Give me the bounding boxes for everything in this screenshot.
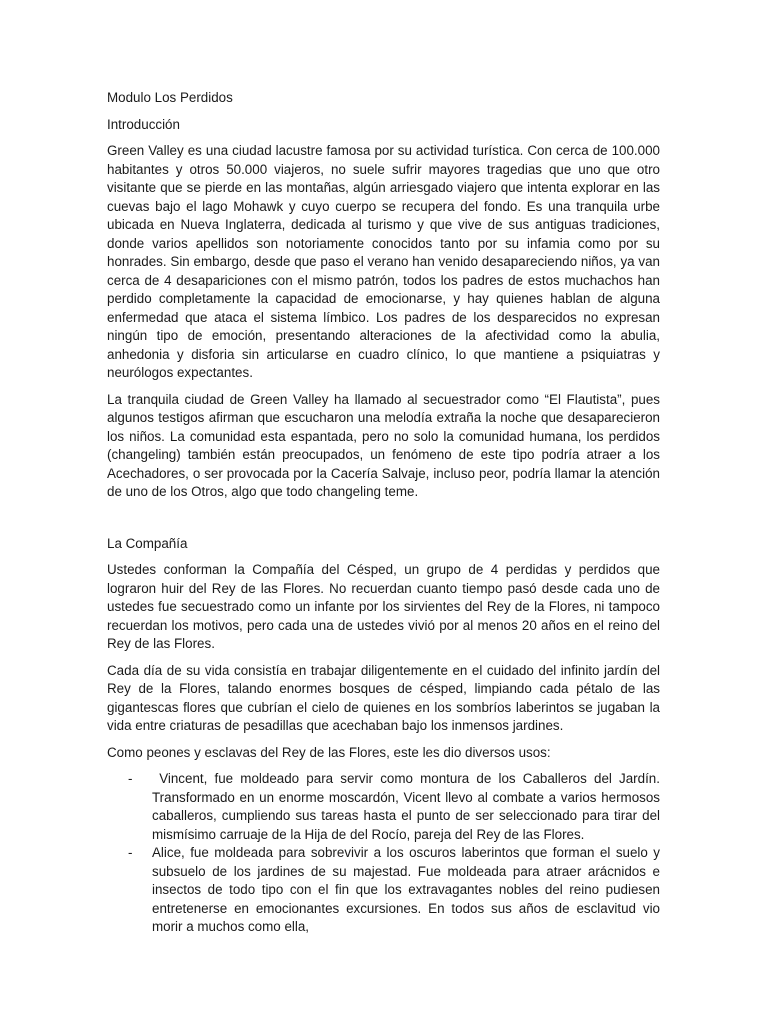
list-item-alice — [107, 844, 660, 937]
intro-paragraph-2: La tranquila ciudad de Green Valley ha llamado al secuestrador como “El Flautista”, pues algunos testigos afirman que escucharon una melodía extraña la noche que desaparecieron los niños. La comunidad esta espantada, pero no solo la comunidad humana, los perdidos (changeling) también están preocupados, un fenómeno de este tipo podría atraer a los Acechadores, o ser provocada por la Cacería Salvaje, incluso peor, podría llamar la atención de uno de los Otros, algo que todo changeling teme. — [107, 391, 660, 499]
document-title: Modulo Los Perdidos — [107, 90, 233, 105]
bullet-dash: - — [128, 771, 133, 786]
list-item-vincent — [107, 770, 664, 844]
company-heading: La Compañía — [107, 535, 188, 551]
list-item-text: Vincent, fue moldeado para servir como montura de los Caballeros del Jardín. Transformado en un enorme moscardón, Vicent llevo al combate a varios hermosos caballeros, cumpliendo sus tareas hasta el punto de ser seleccionado para tirar del mismísimo carruaje de la Hija de del Rocío, pareja del Rey de las Flores. — [152, 771, 664, 842]
section-spacer — [107, 510, 660, 535]
company-paragraph-2: Cada día de su vida consistía en trabajar diligentemente en el cuidado del infinito jardín del Rey de la Flores, talando enormes bosques de césped, limpiando cada pétalo de las gigantescas flores que cubrían el cielo de quienes en los sombríos laberintos se jugaban la vida entre criaturas de pesadillas que acechaban bajo los inmensos jardines. — [107, 662, 660, 733]
company-paragraph-1: Ustedes conforman la Compañía del Césped, un grupo de 4 perdidas y perdidos que lograron huir del Rey de las Flores. No recuerdan cuanto tiempo pasó desde cada uno de ustedes fue secuestrado como un infante por los sirvientes del Rey de la Flores, ni tampoco recuerdan los motivos, pero cada una de ustedes vivió por al menos 20 años en el reino del Rey de las Flores. — [107, 562, 660, 651]
bullet-dash: - — [128, 845, 133, 860]
intro-heading: Introducción — [107, 116, 180, 132]
character-list — [107, 770, 664, 937]
list-item-text: Alice, fue moldeada para sobrevivir a los oscuros laberintos que forman el suelo y subsuelo de los jardines de su majestad. Fue moldeada para atraer arácnidos e insectos de todo tipo con el fin que los extravagantes nobles del reino pudiesen entretenerse en emocionantes excursiones. En todos sus años de esclavitud vio morir a muchos como ella, — [152, 845, 660, 934]
intro-paragraph-1: Green Valley es una ciudad lacustre famosa por su actividad turística. Con cerca de 100.000 habitantes y otros 50.000 viajeros, no suele sufrir mayores tragedias que uno que otro visitante que se pierde en las montañas, algún arriesgado viajero que intenta explorar en las cuevas bajo el lago Mohawk y cuyo cuerpo se recupera del fondo. Es una tranquila urbe ubicada en Nueva Inglaterra, dedicada al turismo y que vive de sus antiguas tradiciones, donde varios apellidos son notoriamente conocidos tanto por su infamia como por su honrades. Sin embargo, desde que paso el verano han venido desapareciendo niños, ya van cerca de 4 desapariciones con el mismo patrón, todos los padres de estos muchachos han perdido completamente la capacidad de emocionarse, y hay quienes hablan de alguna enfermedad que ataca el sistema límbico. Los padres de los desparecidos no expresan ningún tipo de emoción, presentando alteraciones de la afectividad como la abulia, anhedonia y disforia sin articularse en cuadro clínico, lo que mantiene a psiquiatras y neurólogos expectantes. — [107, 143, 660, 380]
document-page — [107, 89, 664, 937]
company-paragraph-3: Como peones y esclavas del Rey de las Flores, este les dio diversos usos: — [107, 744, 551, 760]
